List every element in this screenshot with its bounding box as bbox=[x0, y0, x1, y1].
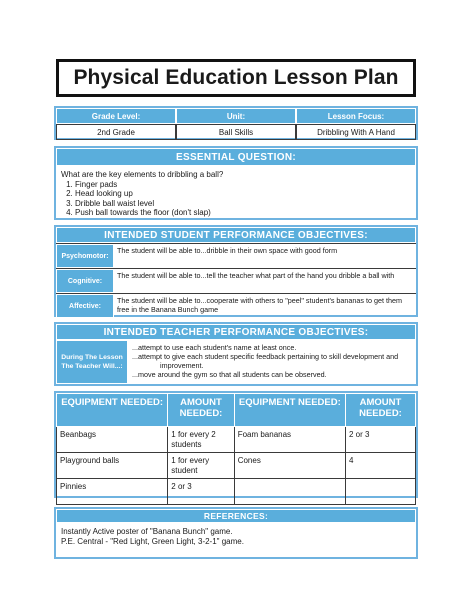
student-objectives-section bbox=[54, 225, 418, 317]
equipment-needed-header: EQUIPMENT NEEDED: bbox=[57, 394, 168, 427]
affective-row bbox=[56, 293, 416, 318]
lesson-info-section bbox=[54, 106, 418, 140]
table-cell: 2 or 3 bbox=[168, 479, 234, 505]
psychomotor-row bbox=[56, 243, 416, 268]
essential-question-text: What are the key elements to dribbling a ball? bbox=[61, 170, 224, 179]
title-box bbox=[56, 59, 416, 97]
list-item: ...attempt to give each student specific feedback pertaining to skill development and bbox=[132, 352, 399, 361]
teacher-objectives-list bbox=[128, 340, 416, 384]
lesson-focus-value: Dribbling With A Hand bbox=[296, 124, 416, 140]
grade-level-header: Grade Level: bbox=[56, 108, 176, 124]
lesson-focus-header: Lesson Focus: bbox=[296, 108, 416, 124]
equipment-section bbox=[54, 391, 418, 498]
equipment-table bbox=[56, 393, 416, 505]
references-section bbox=[54, 507, 418, 559]
table-cell: 1 for every 2 students bbox=[168, 427, 234, 453]
teacher-objectives-label: During The Lesson The Teacher Will...: bbox=[56, 340, 128, 384]
lesson-info-header-row bbox=[56, 108, 416, 124]
references-body bbox=[56, 523, 416, 550]
reference-line: Instantly Active poster of "Banana Bunch" game. bbox=[61, 527, 233, 536]
table-cell bbox=[234, 479, 345, 505]
lesson-info-value-row bbox=[56, 124, 416, 140]
teacher-objectives-header: INTENDED TEACHER PERFORMANCE OBJECTIVES: bbox=[56, 324, 416, 340]
essential-question-section bbox=[54, 146, 418, 220]
unit-value: Ball Skills bbox=[176, 124, 296, 140]
affective-label: Affective: bbox=[56, 294, 114, 318]
table-cell: 2 or 3 bbox=[345, 427, 415, 453]
amount-needed-header: AMOUNT NEEDED: bbox=[168, 394, 234, 427]
equipment-needed-header: EQUIPMENT NEEDED: bbox=[234, 394, 345, 427]
unit-header: Unit: bbox=[176, 108, 296, 124]
table-row bbox=[57, 427, 416, 453]
list-item: 2. Head looking up bbox=[75, 189, 411, 199]
equipment-header-row bbox=[57, 394, 416, 427]
table-cell: Foam bananas bbox=[234, 427, 345, 453]
table-cell bbox=[345, 479, 415, 505]
psychomotor-label: Psychomotor: bbox=[56, 244, 114, 268]
list-item: 3. Dribble ball waist level bbox=[75, 199, 411, 209]
student-objectives-header: INTENDED STUDENT PERFORMANCE OBJECTIVES: bbox=[56, 227, 416, 243]
psychomotor-text: The student will be able to...dribble in their own space with good form bbox=[117, 246, 338, 255]
table-cell: Pinnies bbox=[57, 479, 168, 505]
grade-level-value: 2nd Grade bbox=[56, 124, 176, 140]
amount-needed-header: AMOUNT NEEDED: bbox=[345, 394, 415, 427]
cognitive-label: Cognitive: bbox=[56, 269, 114, 293]
cognitive-row bbox=[56, 268, 416, 293]
teacher-objectives-section bbox=[54, 322, 418, 386]
key-elements-list bbox=[61, 180, 411, 218]
reference-line: P.E. Central - "Red Light, Green Light, 3-2-1" game. bbox=[61, 536, 244, 546]
list-item: improvement. bbox=[160, 361, 204, 370]
list-item: 4. Push ball towards the floor (don't slap) bbox=[75, 208, 411, 218]
essential-question-header: ESSENTIAL QUESTION: bbox=[56, 148, 416, 166]
list-item: ...attempt to use each student's name at least once. bbox=[132, 343, 297, 352]
table-cell: Playground balls bbox=[57, 453, 168, 479]
table-row bbox=[57, 453, 416, 479]
table-cell: Beanbags bbox=[57, 427, 168, 453]
teacher-objectives-row bbox=[56, 340, 416, 384]
list-item: ...move around the gym so that all students can be observed. bbox=[132, 370, 327, 379]
essential-question-body bbox=[56, 166, 416, 222]
cognitive-text: The student will be able to...tell the teacher what part of the hand you dribble a ball with bbox=[117, 271, 395, 280]
table-row bbox=[57, 479, 416, 505]
references-header: REFERENCES: bbox=[56, 509, 416, 523]
table-cell: 4 bbox=[345, 453, 415, 479]
page-title: Physical Education Lesson Plan bbox=[73, 66, 399, 89]
list-item: 1. Finger pads bbox=[75, 180, 411, 190]
affective-text: The student will be able to...cooperate with others to "peel" student's bananas to get them free in the Banana Bunch game bbox=[117, 296, 402, 314]
table-cell: Cones bbox=[234, 453, 345, 479]
table-cell: 1 for every student bbox=[168, 453, 234, 479]
